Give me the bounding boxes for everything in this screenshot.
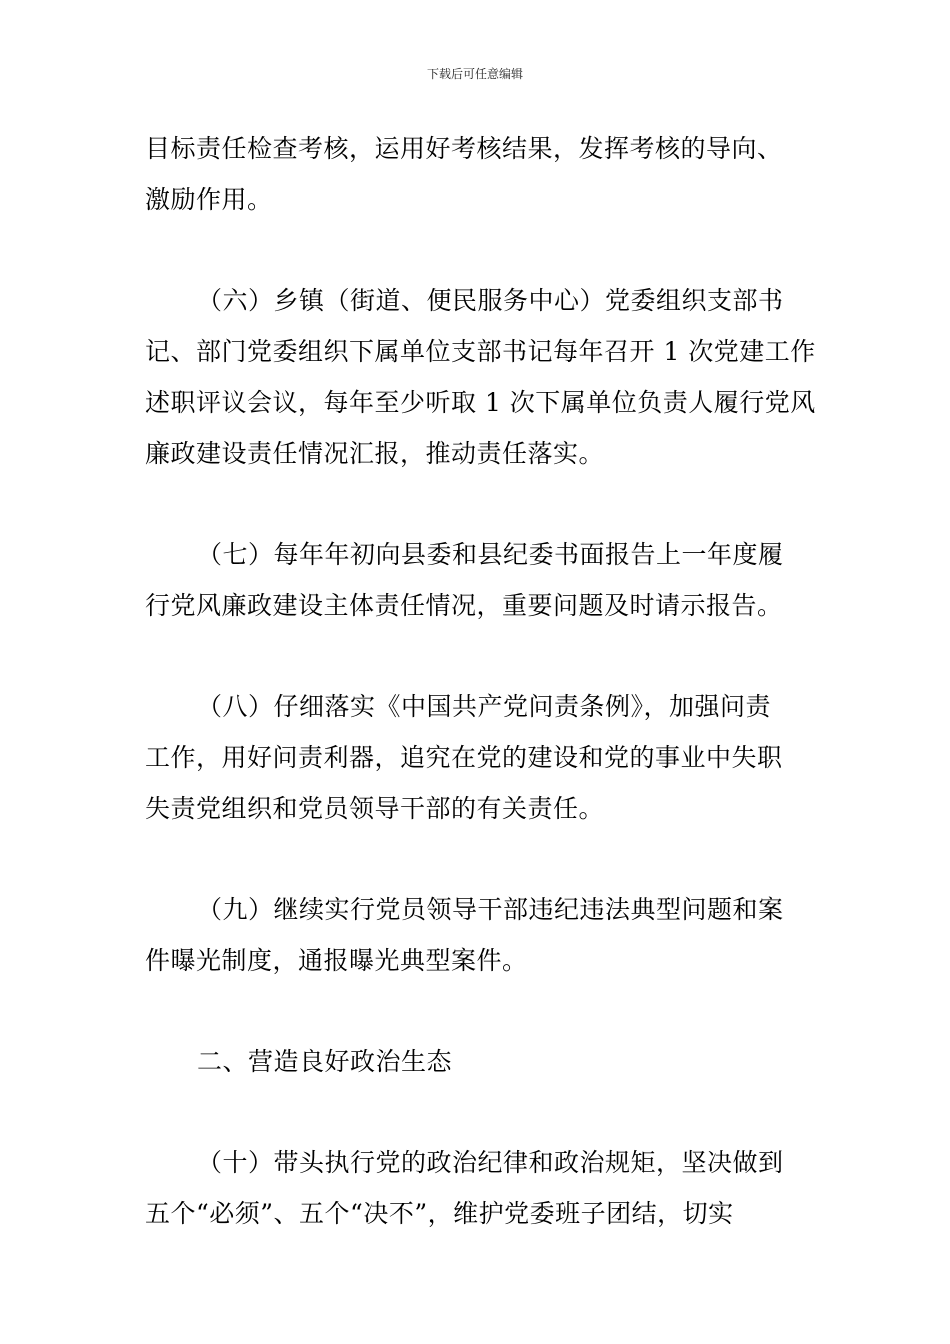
paragraph-gap — [145, 479, 810, 529]
text-line: 记、部门党委组织下属单位支部书记每年召开 1 次党建工作 — [145, 337, 816, 366]
text-line: 失责党组织和党员领导干部的有关责任。 — [145, 794, 605, 823]
text-line: 行党风廉政建设主体责任情况，重要问题及时请示报告。 — [145, 591, 783, 620]
document-body — [145, 123, 816, 1239]
paragraph-item-8 — [145, 681, 810, 834]
text-line: （六）乡镇（街道、便民服务中心）党委组织支部书 — [197, 286, 784, 315]
text-line: 目标责任检查考核，运用好考核结果，发挥考核的导向、 — [145, 134, 783, 163]
page-header: 下载后可任意编辑 — [426, 67, 523, 81]
paragraph-item-6 — [145, 275, 816, 479]
text-line: （九）继续实行党员领导干部违纪违法典型问题和案 — [197, 895, 784, 924]
text-line: （十）带头执行党的政治纪律和政治规矩，坚决做到 — [197, 1148, 784, 1177]
text-line: 廉政建设责任情况汇报，推动责任落实。 — [145, 439, 605, 468]
paragraph-gap — [145, 1087, 810, 1137]
text-line: 激励作用。 — [145, 185, 273, 214]
section-heading-political-ecology — [145, 1036, 810, 1087]
paragraph-gap — [145, 834, 810, 884]
text-line: 工作，用好问责利器，追究在党的建设和党的事业中失职 — [145, 743, 783, 772]
text-line: 件曝光制度，通报曝光典型案件。 — [145, 946, 528, 975]
paragraph-gap — [145, 986, 810, 1036]
paragraph-gap — [145, 631, 810, 681]
paragraph-target-assessment — [145, 123, 810, 225]
paragraph-item-7 — [145, 529, 810, 631]
paragraph-item-9 — [145, 884, 810, 986]
text-line: 述职评议会议，每年至少听取 1 次下属单位负责人履行党风 — [145, 388, 816, 417]
text-line: （七）每年年初向县委和县纪委书面报告上一年度履 — [197, 540, 784, 569]
paragraph-gap — [145, 225, 810, 275]
paragraph-item-10 — [145, 1137, 810, 1239]
text-line: （八）仔细落实《中国共产党问责条例》，加强问责 — [197, 692, 772, 721]
text-line: 五个“必须”、五个“决不”，维护党委班子团结，切实 — [145, 1199, 734, 1228]
section-heading: 二、营造良好政治生态 — [197, 1047, 453, 1076]
